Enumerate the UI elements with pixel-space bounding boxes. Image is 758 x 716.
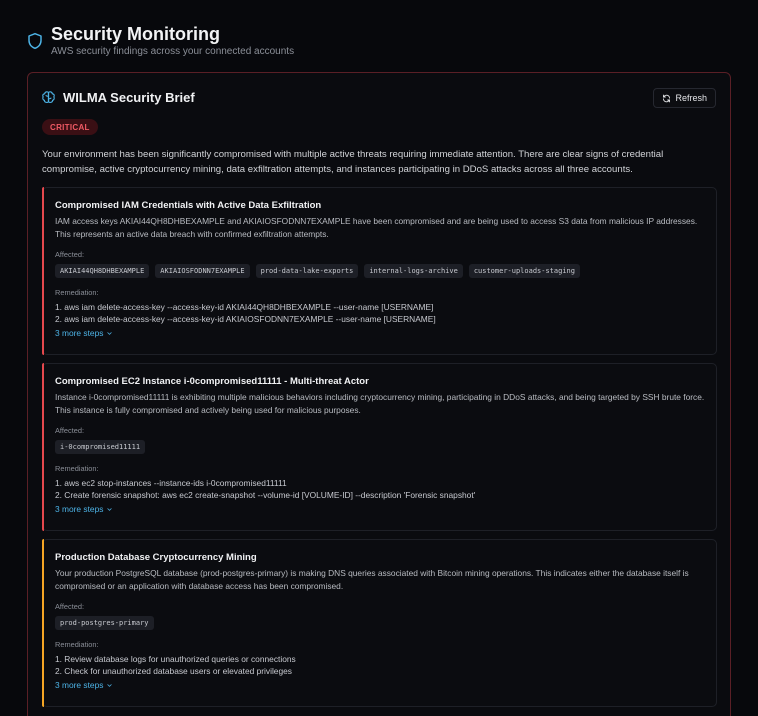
severity-bar [42, 539, 44, 707]
remediation-step: 2. Check for unauthorized database users or elevated privileges [55, 665, 292, 676]
chevron-down-icon [106, 682, 113, 689]
chevron-down-icon [106, 506, 113, 513]
more-steps-toggle[interactable] [55, 328, 704, 338]
refresh-label: Refresh [675, 93, 707, 103]
brief-title: WILMA Security Brief [63, 90, 195, 105]
security-brief-card [27, 72, 731, 716]
page-title: Security Monitoring [51, 24, 221, 44]
resource-chip: customer-uploads-staging [469, 264, 580, 278]
remediation-steps [55, 302, 704, 325]
finding-card [42, 539, 717, 707]
more-steps-toggle[interactable] [55, 504, 704, 514]
affected-label: Affected: [55, 426, 85, 435]
finding-title: Compromised IAM Credentials with Active Data Exfiltration [55, 200, 322, 211]
finding-description: Instance i-0compromised11111 is exhibiting multiple malicious behaviors including cryptocurrency mining, participating in DDoS attacks, and being targeted by SSH brute force. This instance is fully compromised and actively being used for malicious purposes. [55, 392, 705, 415]
resource-chip: prod-data-lake-exports [256, 264, 359, 278]
brief-header [41, 90, 195, 105]
resource-chip: AKIAIOSFODNN7EXAMPLE [155, 264, 249, 278]
finding-title: Production Database Cryptocurrency Mining [55, 552, 257, 563]
finding-card [42, 187, 717, 355]
refresh-icon [662, 94, 671, 103]
more-steps-label: 3 more steps [55, 504, 104, 514]
resource-chip: prod-postgres-primary [55, 616, 154, 630]
remediation-step: 2. aws iam delete-access-key --access-key-id AKIAIOSFODNN7EXAMPLE --user-name [USERNAME] [55, 313, 436, 324]
shield-icon [27, 32, 43, 50]
brief-summary: Your environment has been significantly compromised with multiple active threats requiring immediate attention. There are clear signs of credential compromise, active cryptocurrency mining, data exfiltration attempts, and instances participating in DDoS attacks across all three accounts. [42, 149, 664, 175]
finding-title: Compromised EC2 Instance i-0compromised11111 - Multi-threat Actor [55, 376, 369, 387]
remediation-label: Remediation: [55, 640, 99, 649]
remediation-label: Remediation: [55, 288, 99, 297]
affected-resources [55, 264, 704, 278]
more-steps-toggle[interactable] [55, 680, 704, 690]
severity-bar [42, 363, 44, 531]
brain-icon [41, 90, 56, 105]
page-subtitle: AWS security findings across your connected accounts [51, 46, 295, 57]
resource-chip: internal-logs-archive [364, 264, 463, 278]
page-header [27, 23, 294, 57]
remediation-step: 1. aws iam delete-access-key --access-key-id AKIAI44QH8DHBEXAMPLE --user-name [USERNAME] [55, 302, 434, 312]
resource-chip: i-0compromised11111 [55, 440, 145, 454]
finding-description: Your production PostgreSQL database (prod-postgres-primary) is making DNS queries associated with Bitcoin mining operations. This indicates either the database itself is compromised or an application with database access has been compromised. [55, 568, 689, 591]
affected-label: Affected: [55, 250, 85, 259]
more-steps-label: 3 more steps [55, 680, 104, 690]
severity-badge: CRITICAL [42, 119, 98, 135]
remediation-step: 1. Review database logs for unauthorized queries or connections [55, 654, 296, 664]
remediation-label: Remediation: [55, 464, 99, 473]
remediation-step: 1. aws ec2 stop-instances --instance-ids i-0compromised11111 [55, 478, 287, 488]
remediation-step: 2. Create forensic snapshot: aws ec2 create-snapshot --volume-id [VOLUME-ID] --description 'Forensic snapshot' [55, 489, 476, 500]
resource-chip: AKIAI44QH8DHBEXAMPLE [55, 264, 149, 278]
remediation-steps [55, 478, 704, 501]
chevron-down-icon [106, 330, 113, 337]
affected-label: Affected: [55, 602, 85, 611]
affected-resources [55, 440, 704, 454]
affected-resources [55, 616, 704, 630]
remediation-steps [55, 654, 704, 677]
more-steps-label: 3 more steps [55, 328, 104, 338]
finding-description: IAM access keys AKIAI44QH8DHBEXAMPLE and AKIAIOSFODNN7EXAMPLE have been compromised and are being used to access S3 data from malicious IP addresses. This represents an active data breach with confirmed exfiltration attempts. [55, 216, 698, 239]
severity-bar [42, 187, 44, 355]
finding-card [42, 363, 717, 531]
refresh-button[interactable] [653, 88, 716, 108]
